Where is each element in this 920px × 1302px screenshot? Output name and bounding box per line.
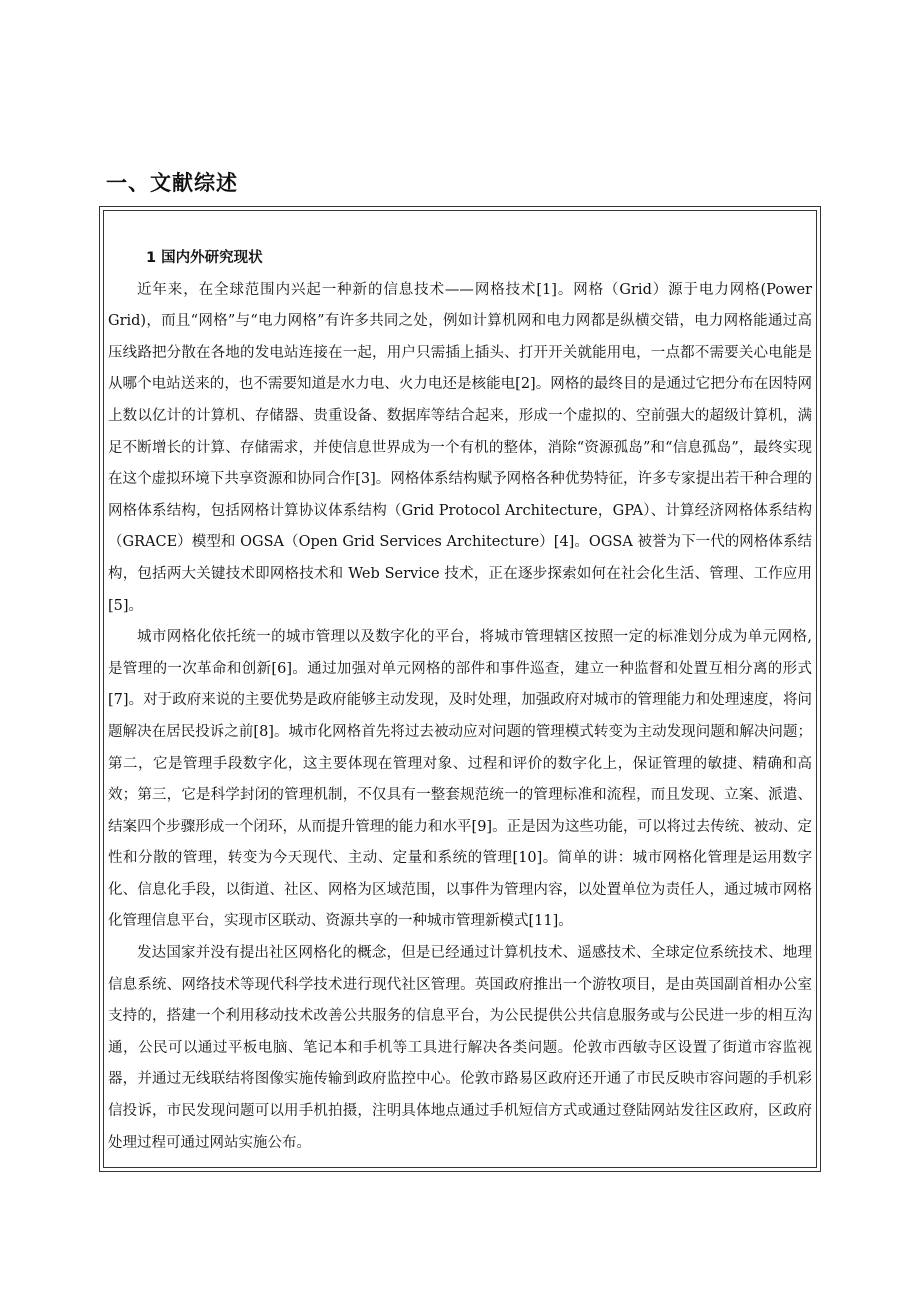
paragraph-developed-countries: 发达国家并没有提出社区网格化的概念，但是已经通过计算机技术、遥感技术、全球定位系统技术、地理信息系统、网络技术等现代科学技术进行现代社区管理。英国政府推出一个游牧项目，是由英国副首相办公室支持的，搭建一个利用移动技术改善公共服务的信息平台，为公民提供公共信息服务或与公民进一步的相互沟通，公民可以通过平板电脑、笔记本和手机等工具进行解决各类问题。伦敦市西敏寺区设置了街道市容监视器，并通过无线联结将图像实施传输到政府监控中心。伦敦市路易区政府还开通了市民反映市容问题的手机彩信投诉，市民发现问题可以用手机拍摄，注明具体地点通过手机短信方式或通过登陆网站发往区政府，区政府处理过程可通过网站实施公布。 (108, 945, 812, 1151)
paragraph-grid-technology: 近年来，在全球范围内兴起一种新的信息技术——网格技术[1]。网格（Grid）源于电力网格(Power Grid)，而且“网格”与“电力网格”有许多共同之处，例如计算机网和电力网都是纵横交错，电力网格能通过高压线路把分散在各地的发电站连接在一起，用户只需插上插头、打开开关就能用电，一点都不需要关心电能是从哪个电站送来的，也不需要知道是水力电、火力电还是核能电[2]。网格的最终目的是通过它把分布在因特网上数以亿计的计算机、存储器、贵重设备、数据库等结合起来，形成一个虚拟的、空前强大的超级计算机，满足不断增长的计算、存储需求，并使信息世界成为一个有机的整体，消除“资源孤岛”和“信息孤岛”，最终实现在这个虚拟环境下共享资源和协同合作[3]。网格体系结构赋予网格各种优势特征，许多专家提出若干种合理的网格体系结构，包括网格计算协议体系结构（Grid Protocol Architecture，GPA）、计算经济网格体系结构（GRACE）模型和 OGSA（Open Grid Services Architecture）[4]。OGSA 被誉为下一代的网格体系结构，包括两大关键技术即网格技术和 Web Service 技术，正在逐步探索如何在社会化生活、管理、工作应用[5]。 (108, 281, 812, 614)
paragraph-urban-grid-management: 城市网格化依托统一的城市管理以及数字化的平台，将城市管理辖区按照一定的标准划分成为单元网格, 是管理的一次革命和创新[6]。通过加强对单元网格的部件和事件巡查，建立一种监督和处置互相分离的形式[7]。对于政府来说的主要优势是政府能够主动发现，及时处理，加强政府对城市的管理能力和处理速度，将问题解决在居民投诉之前[8]。城市化网格首先将过去被动应对问题的管理模式转变为主动发现问题和解决问题；第二，它是管理手段数字化，这主要体现在管理对象、过程和评价的数字化上，保证管理的敏捷、精确和高效；第三，它是科学封闭的管理机制，不仅具有一整套规范统一的管理标准和流程，而且发现、立案、派遣、结案四个步骤形成一个闭环，从而提升管理的能力和水平[9]。正是因为这些功能，可以将过去传统、被动、定性和分散的管理，转变为今天现代、主动、定量和系统的管理[10]。简单的讲：城市网格化管理是运用数字化、信息化手段，以街道、社区、网格为区域范围，以事件为管理内容，以处置单位为责任人，通过城市网格化管理信息平台，实现市区联动、资源共享的一种城市管理新模式[11]。 (108, 629, 812, 930)
review-content (108, 243, 812, 1159)
subsection-title: 1 国内外研究现状 (146, 250, 263, 266)
section-heading: 一、文献综述 (106, 171, 238, 195)
